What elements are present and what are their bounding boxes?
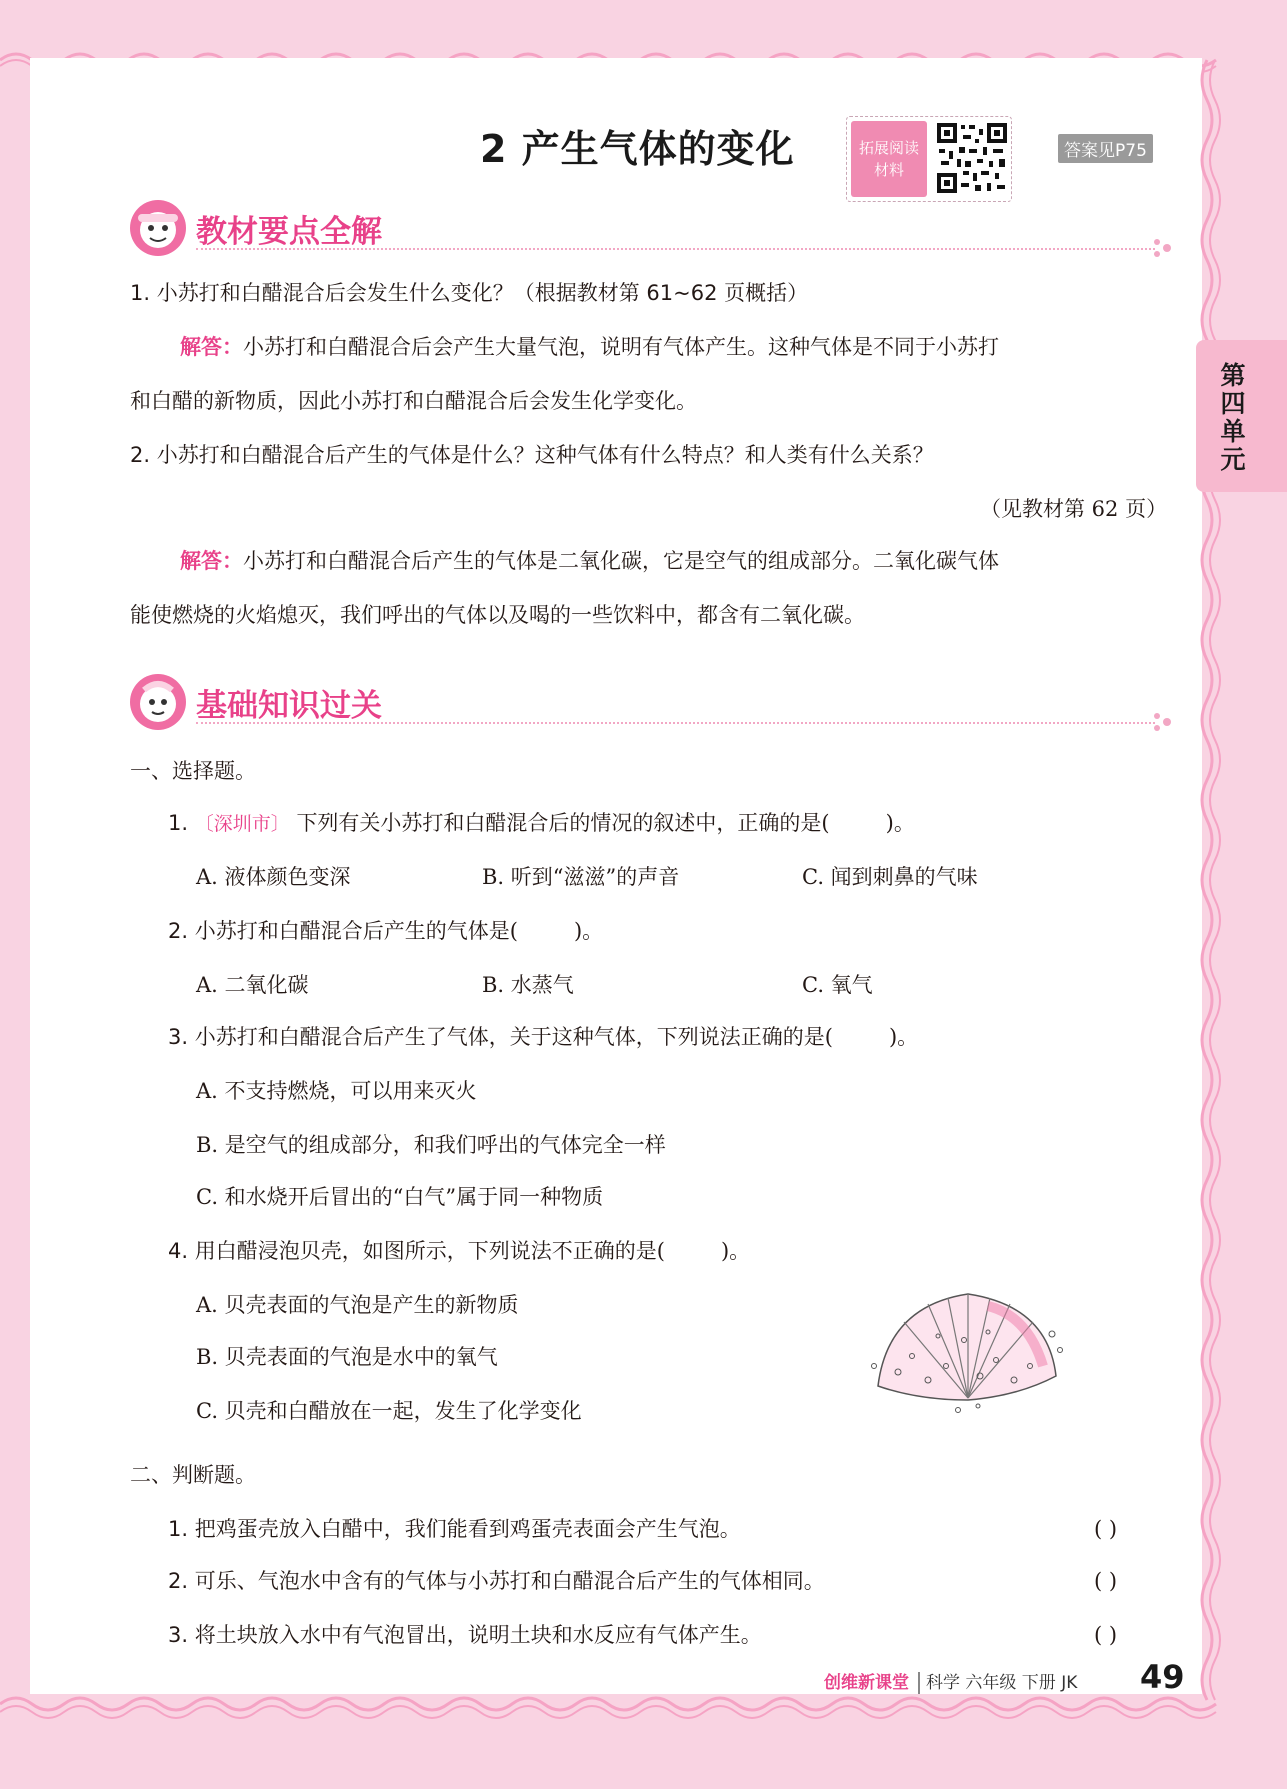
mc-1-option-a[interactable]: A. 液体颜色变深: [196, 865, 351, 889]
answer-2-line2: 能使燃烧的火焰熄灭，我们呼出的气体以及喝的一些饮料中，都含有二氧化碳。: [130, 603, 865, 627]
mc-1-option-b[interactable]: B. 听到“滋滋”的声音: [482, 865, 680, 889]
mc-2-option-a[interactable]: A. 二氧化碳: [196, 973, 309, 997]
mc-question-2: [168, 916, 603, 946]
cartoon-character-icon: [130, 200, 186, 256]
qr-label-line2: 材料: [873, 161, 904, 179]
section-title: 教材要点全解: [196, 214, 382, 250]
unit-side-tab: [1196, 340, 1287, 492]
mc-question-4: [168, 1236, 750, 1266]
region-tag: 〔深圳市〕: [194, 813, 290, 835]
footer-book-info: 科学 六年级 下册 JK: [926, 1673, 1078, 1693]
tf-3-answer-blank[interactable]: ( ): [1094, 1623, 1118, 1647]
mc-2-option-b[interactable]: B. 水蒸气: [482, 973, 574, 997]
answer-label: 解答：: [180, 335, 243, 359]
question-2: 2. 小苏打和白醋混合后产生的气体是什么？这种气体有什么特点？和人类有什么关系？: [130, 443, 934, 467]
question-number: 2.: [168, 1569, 189, 1593]
section-divider: [196, 722, 1155, 724]
question-text: 可乐、气泡水中含有的气体与小苏打和白醋混合后产生的气体相同。: [194, 1569, 825, 1593]
mc-4-option-a[interactable]: A. 贝壳表面的气泡是产生的新物质: [196, 1293, 519, 1317]
mc-question-1: [168, 808, 915, 839]
mc-3-option-a[interactable]: A. 不支持燃烧，可以用来灭火: [196, 1079, 477, 1103]
mc-1-option-c[interactable]: C. 闻到刺鼻的气味: [802, 865, 978, 889]
question-end: )。: [573, 919, 604, 943]
answer-label: 解答：: [180, 549, 243, 573]
mc-4-option-b[interactable]: B. 贝壳表面的气泡是水中的氧气: [196, 1345, 498, 1369]
question-end: )。: [885, 811, 915, 835]
section-divider: [196, 248, 1155, 250]
section-header-basic-knowledge: [130, 674, 1175, 734]
question-stem: 用白醋浸泡贝壳，如图所示，下列说法不正确的是(: [194, 1239, 665, 1263]
question-stem: 下列有关小苏打和白醋混合后的情况的叙述中，正确的是(: [296, 811, 830, 835]
footer-brand: 创维新课堂: [824, 1673, 909, 1693]
tf-question-3: [168, 1620, 762, 1650]
mc-question-3: [168, 1022, 918, 1052]
shell-in-vinegar-illustration: [868, 1276, 1068, 1416]
qr-reading-material[interactable]: [846, 116, 1012, 202]
question-number: 3.: [168, 1623, 189, 1647]
answer-2-text: 小苏打和白醋混合后产生的气体是二氧化碳，它是空气的组成部分。二氧化碳气体: [243, 549, 999, 573]
decorative-wave-border-bottom: [0, 1690, 1287, 1730]
answer-2-line1: [180, 546, 999, 576]
mc-4-option-c[interactable]: C. 贝壳和白醋放在一起，发生了化学变化: [196, 1399, 582, 1423]
decorative-dots-icon: [1151, 238, 1175, 258]
tf-1-answer-blank[interactable]: ( ): [1094, 1517, 1118, 1541]
answer-1-text: 小苏打和白醋混合后会产生大量气泡，说明有气体产生。这种气体是不同于小苏打: [243, 335, 999, 359]
qr-label: [851, 121, 927, 197]
question-text: 把鸡蛋壳放入白醋中，我们能看到鸡蛋壳表面会产生气泡。: [194, 1517, 741, 1541]
decorative-dots-icon: [1151, 712, 1175, 732]
question-number: 4.: [168, 1239, 189, 1263]
section-header-textbook-points: [130, 200, 1175, 260]
question-stem: 小苏打和白醋混合后产生的气体是(: [194, 919, 518, 943]
section-title: 基础知识过关: [196, 688, 382, 724]
question-end: )。: [888, 1025, 919, 1049]
question-stem: 小苏打和白醋混合后产生了气体，关于这种气体，下列说法正确的是(: [194, 1025, 833, 1049]
question-number: 2.: [168, 919, 189, 943]
footer-separator: [918, 1672, 920, 1694]
mc-2-option-c[interactable]: C. 氧气: [802, 973, 873, 997]
qr-code-icon[interactable]: [935, 121, 1009, 195]
qr-label-line1: 拓展阅读: [858, 139, 919, 157]
question-number: 1.: [168, 1517, 189, 1541]
answer-1-line1: [180, 332, 999, 362]
question-text: 将土块放入水中有气泡冒出，说明土块和水反应有气体产生。: [194, 1623, 762, 1647]
question-1: 1. 小苏打和白醋混合后会发生什么变化？（根据教材第 61~62 页概括）: [130, 281, 809, 305]
part-title-multiple-choice: 一、选择题。: [130, 759, 256, 783]
answer-1-line2: 和白醋的新物质，因此小苏打和白醋混合后会发生化学变化。: [130, 389, 697, 413]
tf-question-2: [168, 1566, 825, 1596]
mc-3-option-b[interactable]: B. 是空气的组成部分，和我们呼出的气体完全一样: [196, 1133, 666, 1157]
lesson-title: 2 产生气体的变化: [480, 127, 795, 171]
page-number: 49: [1140, 1658, 1185, 1696]
tf-2-answer-blank[interactable]: ( ): [1094, 1569, 1118, 1593]
unit-side-tab-label: 第四单元: [1220, 361, 1246, 474]
question-end: )。: [720, 1239, 751, 1263]
question-number: 3.: [168, 1025, 189, 1049]
question-2-reference: （见教材第 62 页）: [980, 497, 1168, 521]
tf-question-1: [168, 1514, 741, 1544]
mc-3-option-c[interactable]: C. 和水烧开后冒出的“白气”属于同一种物质: [196, 1185, 604, 1209]
question-number: 1.: [168, 811, 189, 835]
part-title-true-false: 二、判断题。: [130, 1463, 256, 1487]
answer-reference-badge: 答案见P75: [1058, 134, 1153, 163]
cartoon-character-icon: [130, 674, 186, 730]
